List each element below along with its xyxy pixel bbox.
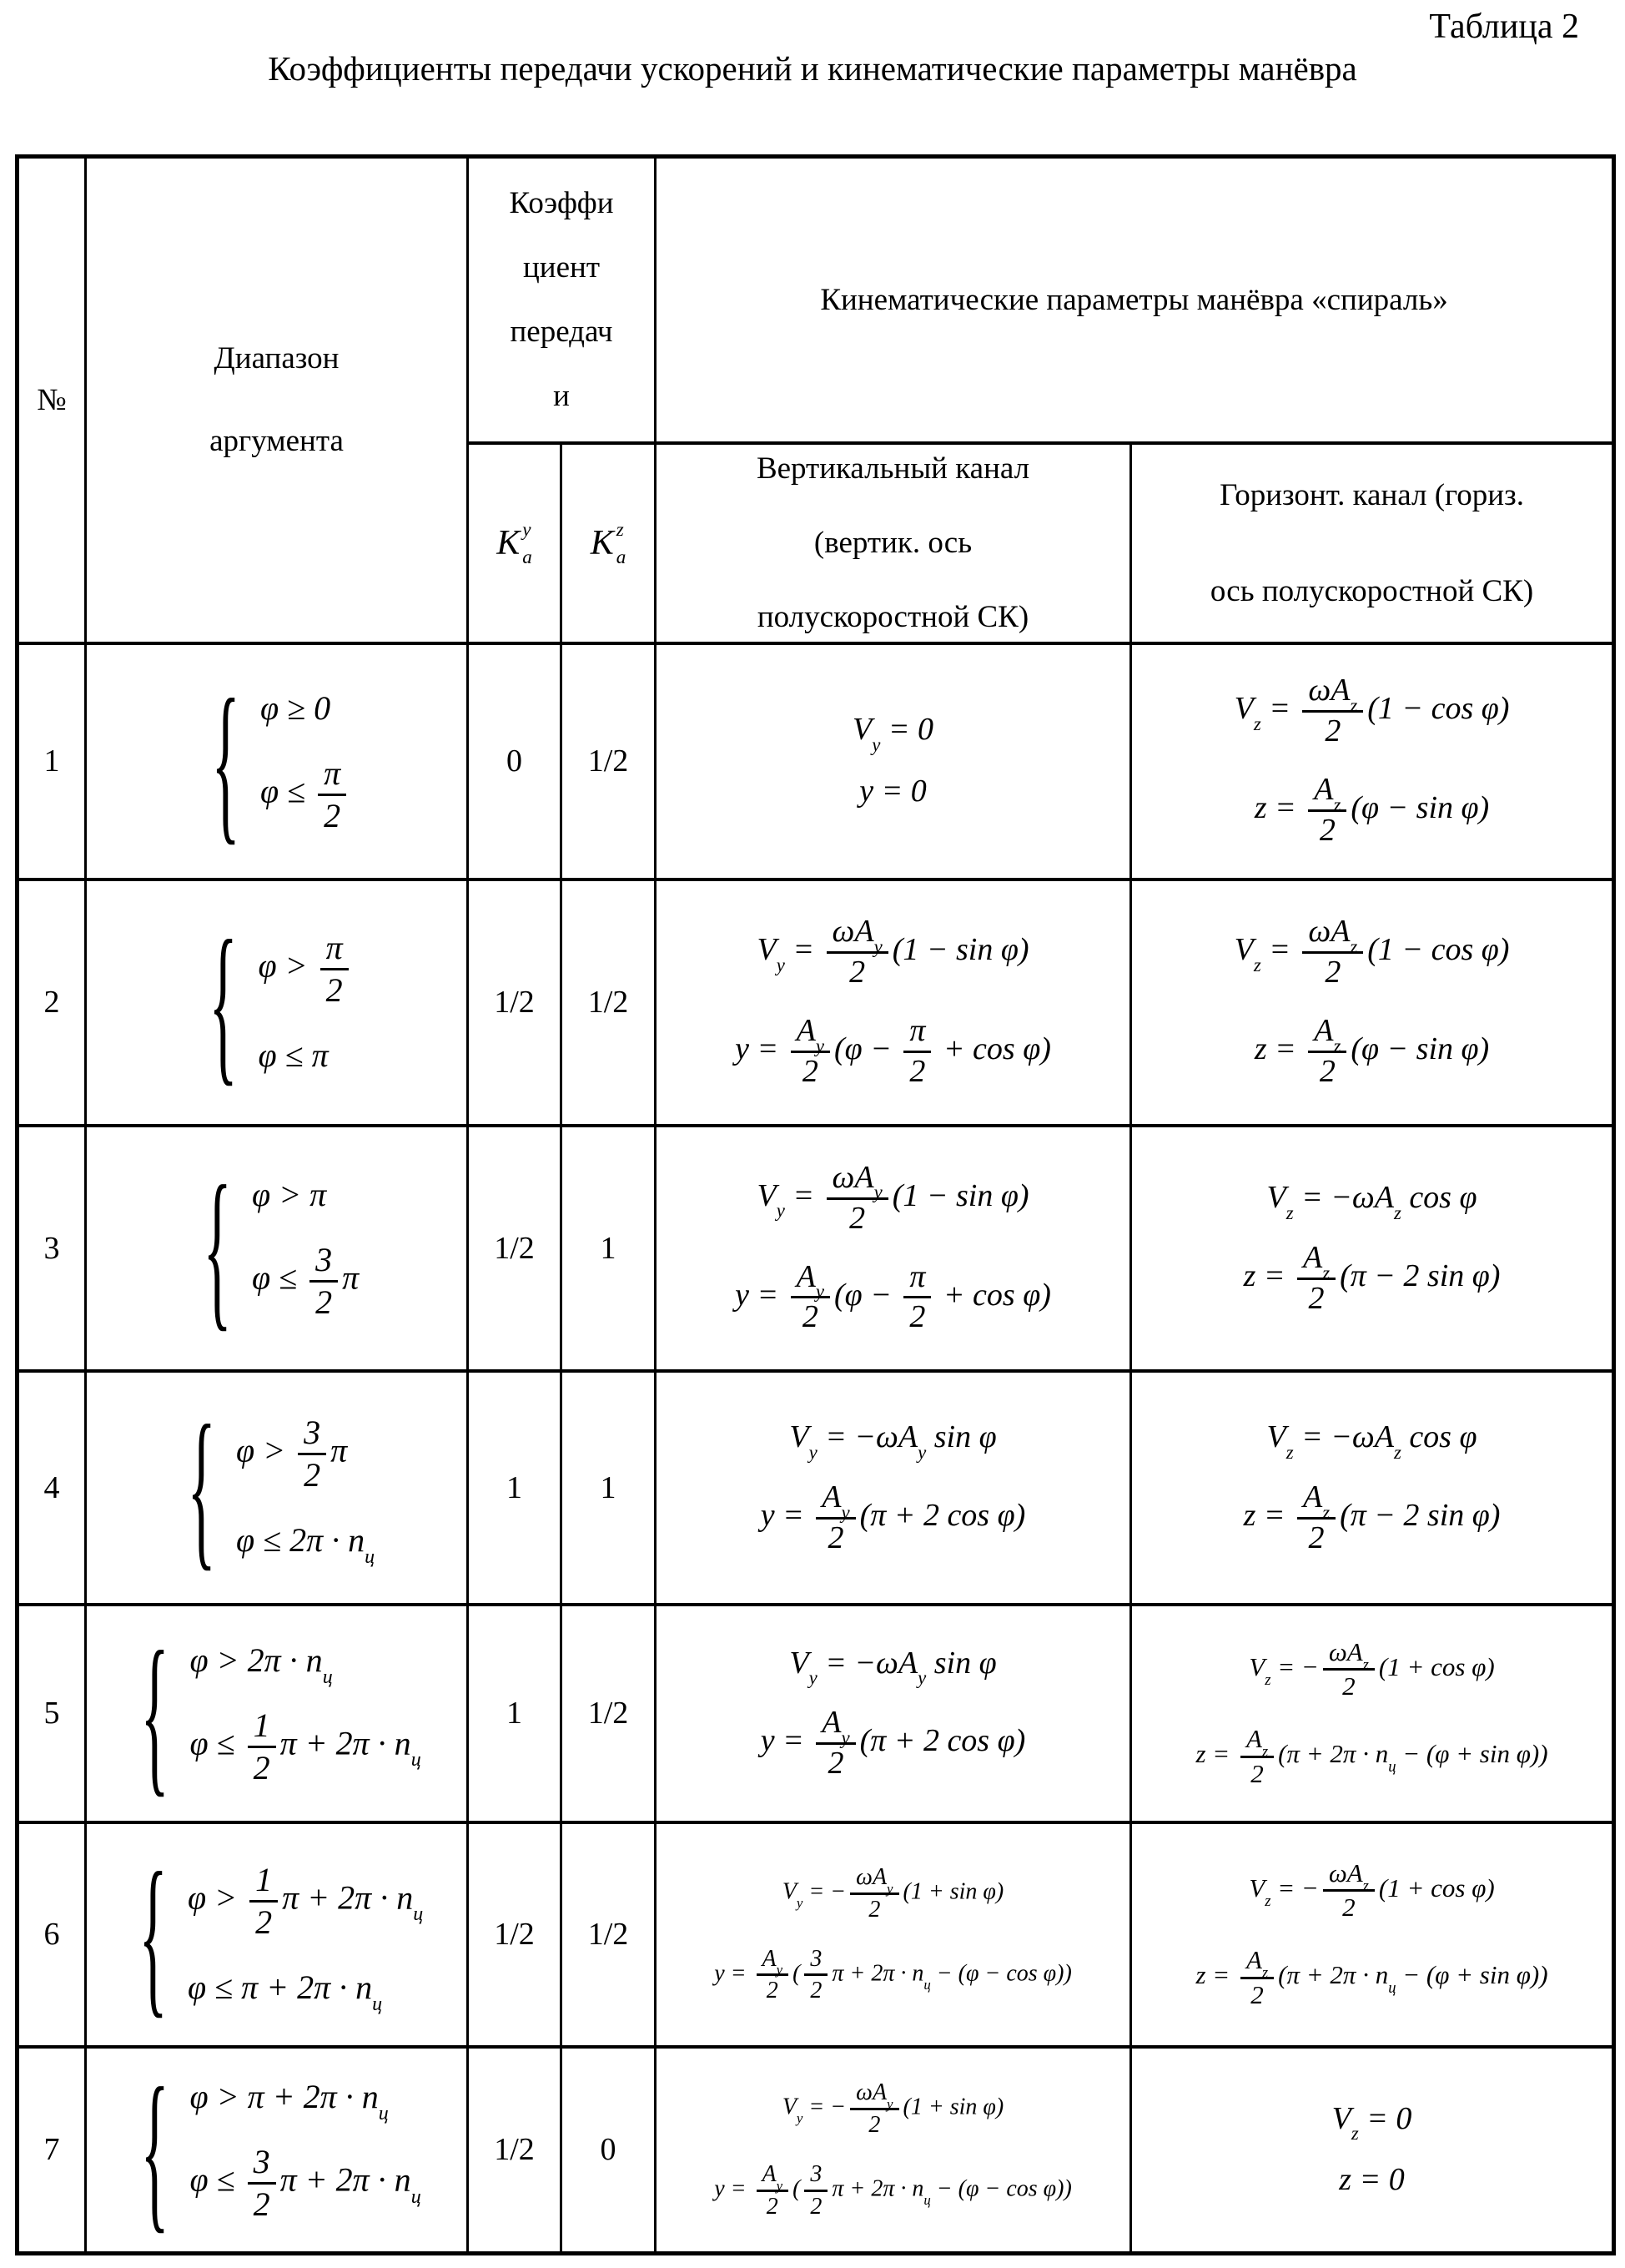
vertical-channel-cell bbox=[656, 643, 1131, 879]
row-number: 2 bbox=[18, 879, 86, 1126]
vertical-channel-cell bbox=[656, 1371, 1131, 1605]
vertical-channel-cell bbox=[656, 1605, 1131, 1822]
argument-range-cell bbox=[86, 1371, 468, 1605]
curly-brace: { bbox=[211, 663, 240, 859]
condition-line-1: φ > $\frac{1}{2}$ $\pi + 2\pi \cdot n_ц$ bbox=[188, 1860, 424, 1941]
vertical-formula-2: y = $\frac{A_y}{2}$ (π + 2 cos φ) bbox=[760, 1705, 1026, 1782]
horizontal-formula-1: $V_z = -\omega A_z$ cos φ bbox=[1266, 1180, 1477, 1223]
ka-y-value: 1 bbox=[468, 1371, 561, 1605]
horizontal-channel-line: Горизонт. канал (гориз. bbox=[1220, 477, 1524, 512]
table-row bbox=[18, 2047, 1614, 2254]
col-header-horizontal-channel bbox=[1131, 443, 1614, 643]
table-row bbox=[18, 879, 1614, 1126]
ka-y-value: 1/2 bbox=[468, 1822, 561, 2047]
condition-line-2: φ ≤ $\frac{3}{2}$ π bbox=[252, 1241, 360, 1321]
vertical-channel-cell bbox=[656, 1822, 1131, 2047]
ka-z-value: 1/2 bbox=[561, 879, 656, 1126]
condition-line-2: φ ≤ $\frac{\pi}{2}$ bbox=[260, 756, 350, 834]
table-row bbox=[18, 1126, 1614, 1371]
col-header-arg-range bbox=[86, 157, 468, 643]
curly-brace: { bbox=[187, 1389, 216, 1585]
horizontal-formula-2: z = 0 bbox=[1339, 2162, 1405, 2198]
horizontal-channel-cell bbox=[1131, 1371, 1614, 1605]
curly-brace: { bbox=[140, 2051, 170, 2248]
argument-range-cell bbox=[86, 879, 468, 1126]
coef-line: Коэффи bbox=[509, 186, 614, 221]
vertical-formula-1: $V_y$ = − $\frac{\omega A_y}{2}$ (1 + sin φ) bbox=[782, 1864, 1004, 1923]
col-header-ka-z bbox=[561, 443, 656, 643]
ka-z-symbol: K z a bbox=[590, 518, 626, 567]
vertical-formula-1: $V_y = 0$ bbox=[853, 712, 934, 755]
col-header-number: № bbox=[18, 157, 86, 643]
table-row bbox=[18, 1822, 1614, 2047]
horizontal-formula-2: z = $\frac{A_z}{2}$ (φ − sin φ) bbox=[1254, 1013, 1490, 1089]
argument-range-cell bbox=[86, 1822, 468, 2047]
table-row bbox=[18, 643, 1614, 879]
arg-range-line: аргумента bbox=[209, 424, 344, 459]
horizontal-channel-cell bbox=[1131, 1126, 1614, 1371]
row-number: 1 bbox=[18, 643, 86, 879]
vertical-formula-2: y = $\frac{A_y}{2}$ (φ − $\frac{\pi}{2}$ + cos φ) bbox=[735, 1013, 1051, 1089]
ka-z-value: 1 bbox=[561, 1371, 656, 1605]
vertical-formula-1: $V_y = -\omega A_y$ sin φ bbox=[789, 1645, 997, 1689]
curly-brace: { bbox=[203, 1150, 232, 1346]
horizontal-channel-cell bbox=[1131, 1605, 1614, 1822]
col-header-vertical-channel bbox=[656, 443, 1131, 643]
vertical-channel-cell bbox=[656, 1126, 1131, 1371]
table-caption: Коэффициенты передачи ускорений и кинематические параметры манёвра bbox=[268, 49, 1357, 88]
col-header-ka-y bbox=[468, 443, 561, 643]
ka-y-value: 1 bbox=[468, 1605, 561, 1822]
curly-brace: { bbox=[138, 1836, 168, 2033]
argument-range-cell bbox=[86, 1605, 468, 1822]
condition-line-2: $\varphi \le \pi + 2\pi \cdot n_ц$ bbox=[188, 1968, 383, 2015]
ka-y-value: 1/2 bbox=[468, 879, 561, 1126]
condition-line-1: φ > π bbox=[252, 1176, 327, 1213]
horizontal-channel-cell bbox=[1131, 879, 1614, 1126]
ka-z-value: 1/2 bbox=[561, 1605, 656, 1822]
condition-line-2: $\varphi \le 2\pi \cdot n_ц$ bbox=[236, 1521, 375, 1569]
condition-line-2: φ ≤ π bbox=[258, 1036, 329, 1074]
row-number: 6 bbox=[18, 1822, 86, 2047]
condition-line-1: $\varphi > \pi + 2\pi \cdot n_ц$ bbox=[189, 2077, 389, 2125]
vertical-formula-2: y = $\frac{A_y}{2}$ ( $\frac{3}{2}$ $\pi + 2\pi \cdot n_ц - (\varphi - \cos \varphi)$) bbox=[714, 2161, 1072, 2220]
condition-line-1: $\varphi > 2\pi \cdot n_ц$ bbox=[189, 1641, 333, 1688]
vertical-channel-line: (вертик. ось bbox=[813, 526, 973, 560]
ka-y-value: 0 bbox=[468, 643, 561, 879]
curly-brace: { bbox=[209, 904, 239, 1101]
col-header-transfer-coefficient bbox=[468, 157, 656, 443]
ka-y-symbol: K y a bbox=[496, 518, 532, 567]
vertical-formula-1: $V_y$ = $\frac{\omega A_y}{2}$ (1 − sin φ) bbox=[757, 914, 1029, 990]
vertical-formula-2: y = $\frac{A_y}{2}$ (φ − $\frac{\pi}{2}$ + cos φ) bbox=[735, 1258, 1051, 1335]
condition-line-2: φ ≤ $\frac{3}{2}$ $\pi + 2\pi \cdot n_ц$ bbox=[189, 2142, 421, 2223]
argument-range-cell bbox=[86, 2047, 468, 2254]
ka-z-value: 0 bbox=[561, 2047, 656, 2254]
horizontal-formula-1: $V_z$ = $\frac{\omega A_z}{2}$ (1 − cos φ) bbox=[1234, 914, 1510, 990]
horizontal-formula-1: $V_z = -\omega A_z$ cos φ bbox=[1266, 1419, 1477, 1463]
table-header bbox=[18, 157, 1614, 643]
condition-line-1: φ > $\frac{3}{2}$ π bbox=[236, 1414, 348, 1494]
ka-y-value: 1/2 bbox=[468, 2047, 561, 2254]
row-number: 7 bbox=[18, 2047, 86, 2254]
ka-z-value: 1/2 bbox=[561, 643, 656, 879]
row-number: 5 bbox=[18, 1605, 86, 1822]
condition-line-1: φ > $\frac{\pi}{2}$ bbox=[259, 930, 353, 1008]
table-body bbox=[18, 643, 1614, 2254]
table-row bbox=[18, 1371, 1614, 1605]
horizontal-formula-2: z = $\frac{A_z}{2}$ $(\pi + 2\pi \cdot n_ц - (\varphi + \sin \varphi))$ bbox=[1195, 1724, 1548, 1788]
coef-line: передач bbox=[510, 315, 613, 350]
ka-y-value: 1/2 bbox=[468, 1126, 561, 1371]
vertical-channel-line: полускоростной СК) bbox=[757, 600, 1029, 634]
horizontal-formula-1: $V_z = 0$ bbox=[1331, 2100, 1412, 2145]
parameters-table bbox=[15, 154, 1616, 2255]
row-number: 3 bbox=[18, 1126, 86, 1371]
vertical-formula-2: y = 0 bbox=[859, 774, 927, 809]
horizontal-channel-cell bbox=[1131, 2047, 1614, 2254]
ka-z-value: 1 bbox=[561, 1126, 656, 1371]
argument-range-cell bbox=[86, 643, 468, 879]
horizontal-formula-1: $V_z$ = − $\frac{\omega A_z}{2}$ (1 + cos φ) bbox=[1249, 1857, 1495, 1923]
condition-line-1: φ ≥ 0 bbox=[260, 688, 331, 727]
vertical-channel-cell bbox=[656, 2047, 1131, 2254]
vertical-formula-2: y = $\frac{A_y}{2}$ ( $\frac{3}{2}$ $\pi + 2\pi \cdot n_ц - (\varphi - \cos \varphi)$) bbox=[714, 1946, 1072, 2004]
curly-brace: { bbox=[140, 1615, 170, 1812]
table-row bbox=[18, 1605, 1614, 1822]
vertical-formula-1: $V_y = -\omega A_y$ sin φ bbox=[789, 1419, 997, 1463]
col-header-kinematic-parameters: Кинематические параметры манёвра «спираль» bbox=[656, 157, 1614, 443]
vertical-channel-cell bbox=[656, 879, 1131, 1126]
horizontal-channel-cell bbox=[1131, 1822, 1614, 2047]
table-number-label: Таблица 2 bbox=[1429, 8, 1579, 46]
ka-z-value: 1/2 bbox=[561, 1822, 656, 2047]
vertical-formula-1: $V_y$ = − $\frac{\omega A_y}{2}$ (1 + sin φ) bbox=[782, 2079, 1004, 2138]
row-number: 4 bbox=[18, 1371, 86, 1605]
coef-line: циент bbox=[523, 250, 600, 285]
horizontal-formula-2: z = $\frac{A_z}{2}$ $(\pi + 2\pi \cdot n_ц - (\varphi + \sin \varphi))$ bbox=[1195, 1945, 1548, 2009]
arg-range-line: Диапазон bbox=[214, 341, 340, 376]
horizontal-formula-2: z = $\frac{A_z}{2}$ (π − 2 sin φ) bbox=[1243, 1239, 1501, 1316]
coef-line: и bbox=[553, 379, 570, 414]
condition-line-2: φ ≤ $\frac{1}{2}$ $\pi + 2\pi \cdot n_ц$ bbox=[189, 1706, 421, 1787]
argument-range-cell bbox=[86, 1126, 468, 1371]
horizontal-formula-1: $V_z$ = $\frac{\omega A_z}{2}$ (1 − cos φ) bbox=[1234, 673, 1510, 749]
horizontal-formula-2: z = $\frac{A_z}{2}$ (π − 2 sin φ) bbox=[1243, 1479, 1501, 1555]
horizontal-formula-1: $V_z$ = − $\frac{\omega A_z}{2}$ (1 + cos φ) bbox=[1249, 1636, 1495, 1701]
vertical-formula-2: y = $\frac{A_y}{2}$ (π + 2 cos φ) bbox=[760, 1479, 1026, 1555]
vertical-channel-line: Вертикальный канал bbox=[756, 451, 1030, 486]
horizontal-channel-cell bbox=[1131, 643, 1614, 879]
horizontal-channel-line: ось полускоростной СК) bbox=[1210, 573, 1534, 608]
vertical-formula-1: $V_y$ = $\frac{\omega A_y}{2}$ (1 − sin φ) bbox=[757, 1159, 1029, 1236]
horizontal-formula-2: z = $\frac{A_z}{2}$ (φ − sin φ) bbox=[1254, 772, 1490, 848]
